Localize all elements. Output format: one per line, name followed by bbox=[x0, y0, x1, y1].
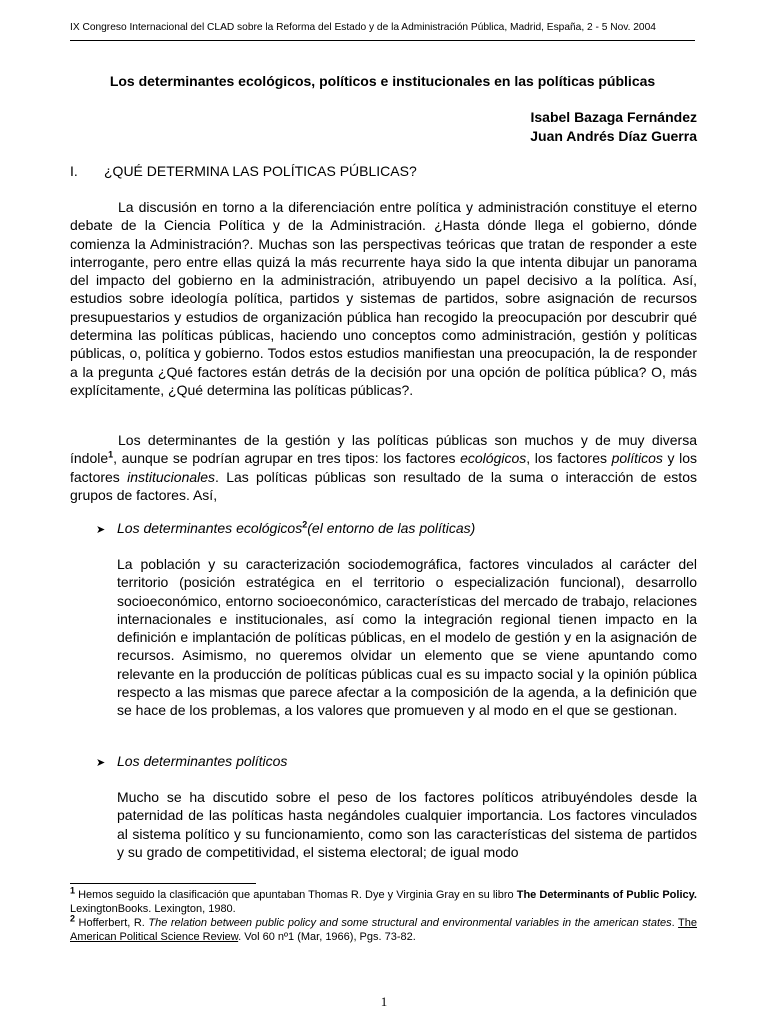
author-name: Isabel Bazaga Fernández bbox=[530, 109, 697, 125]
bullet-label: Los determinantes políticos bbox=[117, 753, 288, 769]
bullet-heading bbox=[96, 519, 475, 539]
arrow-bullet-icon: ➤ bbox=[96, 757, 106, 769]
footnote-ref[interactable]: 2 bbox=[302, 519, 308, 530]
page-number: 1 bbox=[380, 994, 388, 1009]
section-heading bbox=[70, 162, 695, 180]
section-title: ¿QUÉ DETERMINA LAS POLÍTICAS PÚBLICAS? bbox=[104, 163, 417, 179]
text-run: Hemos seguido la clasificación que apuntaban Thomas R. Dye y Virginia Gray en su libro bbox=[75, 889, 517, 901]
text-run: Hofferbert, R. bbox=[75, 917, 149, 929]
bullet-paragraph: La población y su caracterización sociodemográfica, factores vinculados al carácter del territorio (posición estratégica en el territorio o especialización funcional), desarrollo socioeconómico, entorno socioeconómico, características del mercado de trabajo, relaciones internacionales e institucionales, así como la integración regional tienen impacto en la definición e implantación de políticas públicas, en el modelo de gestión y en la asignación de recursos. Asimismo, no queremos olvidar un elemento que se viene apuntando como relevante en la producción de políticas públicas cual es su impacto social y la opinión pública respecto a las mismas que parece afectar a la composición de la agenda, a la definición que se hace de los problemas, a los valores que promueven y al modo en el que se gestionan. bbox=[117, 556, 697, 719]
text-run: y los factores bbox=[70, 450, 697, 485]
italic-term: institucionales bbox=[127, 468, 216, 485]
book-title: The Determinants of Public Policy. bbox=[516, 889, 697, 901]
text-run: LexingtonBooks. Lexington, 1980. bbox=[70, 903, 236, 915]
footnote-rule bbox=[70, 883, 256, 884]
italic-term: políticos bbox=[611, 450, 663, 467]
author-name: Juan Andrés Díaz Guerra bbox=[530, 128, 697, 144]
footnote bbox=[70, 913, 698, 944]
author-list bbox=[70, 108, 697, 146]
running-header: IX Congreso Internacional del CLAD sobre la Reforma del Estado y de la Administración Pública, Madrid, España, 2 - 5 Nov. 2004 bbox=[70, 22, 656, 33]
bullet-label-rest: (el entorno de las políticas) bbox=[307, 520, 476, 536]
text-run: , los factores bbox=[526, 450, 612, 467]
footnote-number: 1 bbox=[70, 885, 76, 896]
article-title: The relation between public policy and some structural and environmental variables in the american states bbox=[148, 917, 672, 929]
journal-title: The American Political Science Review bbox=[70, 917, 698, 943]
bullet-heading bbox=[96, 752, 287, 772]
text-run: . Las políticas públicas son resultado de la suma o interacción de estos grupos de factores. Así, bbox=[70, 468, 697, 503]
section-number: I. bbox=[70, 163, 78, 179]
text-run: . bbox=[671, 917, 679, 929]
italic-term: ecológicos bbox=[460, 450, 527, 467]
footnote-number: 2 bbox=[70, 913, 76, 924]
footnotes bbox=[70, 885, 698, 944]
bullet-paragraph: Mucho se ha discutido sobre el peso de los factores políticos atribuyéndoles desde la paternidad de las políticas hasta negándoles cualquier importancia. Los factores vinculados al sistema político y su funcionamiento, como son las características del sistema de partidos y su grado de competitividad, el sistema electoral; de igual modo bbox=[117, 789, 697, 860]
body-paragraph bbox=[70, 431, 697, 504]
arrow-bullet-icon: ➤ bbox=[96, 524, 106, 536]
body-paragraph: La discusión en torno a la diferenciación entre política y administración constituye el eterno debate de la Ciencia Política y de la Administración. ¿Hasta dónde llega el gobierno, dónde comienza la Administración?. Muchas son las perspectivas teóricas que tratan de responder a este interrogante, pero entre ellas quizá la más recurrente haya sido la que intenta dibujar un panorama del impacto del gobierno en la administración, atribuyendo un papel decisivo a la política. Así, estudios sobre ideología política, partidos y sistemas de partidos, sobre asignación de recursos presupuestarios y estudios de organización pública han recogido la preocupación por descubrir qué determina las políticas públicas, haciendo uno conceptos como administración, gestión y políticas públicas, o, política y gobierno. Todos estos estudios manifiestan una preocupación, la de responder a la pregunta ¿Qué factores están detrás de la decisión por una opción de política pública? O, más explícitamente, ¿Qué determina las políticas públicas?. bbox=[70, 199, 697, 398]
footnote-ref[interactable]: 1 bbox=[108, 449, 114, 460]
header-rule bbox=[70, 40, 695, 41]
bullet-label: Los determinantes ecológicos bbox=[117, 520, 303, 536]
text-run: Los determinantes de la gestión y las políticas públicas son muchos y de muy diversa índole bbox=[70, 432, 697, 467]
footnote bbox=[70, 885, 697, 916]
text-run: . Vol 60 nº1 (Mar, 1966), Pgs. 73-82. bbox=[238, 931, 416, 943]
paper-title: Los determinantes ecológicos, políticos e institucionales en las políticas públicas bbox=[109, 73, 656, 89]
text-run: , aunque se podrían agrupar en tres tipos: los factores bbox=[113, 450, 461, 467]
